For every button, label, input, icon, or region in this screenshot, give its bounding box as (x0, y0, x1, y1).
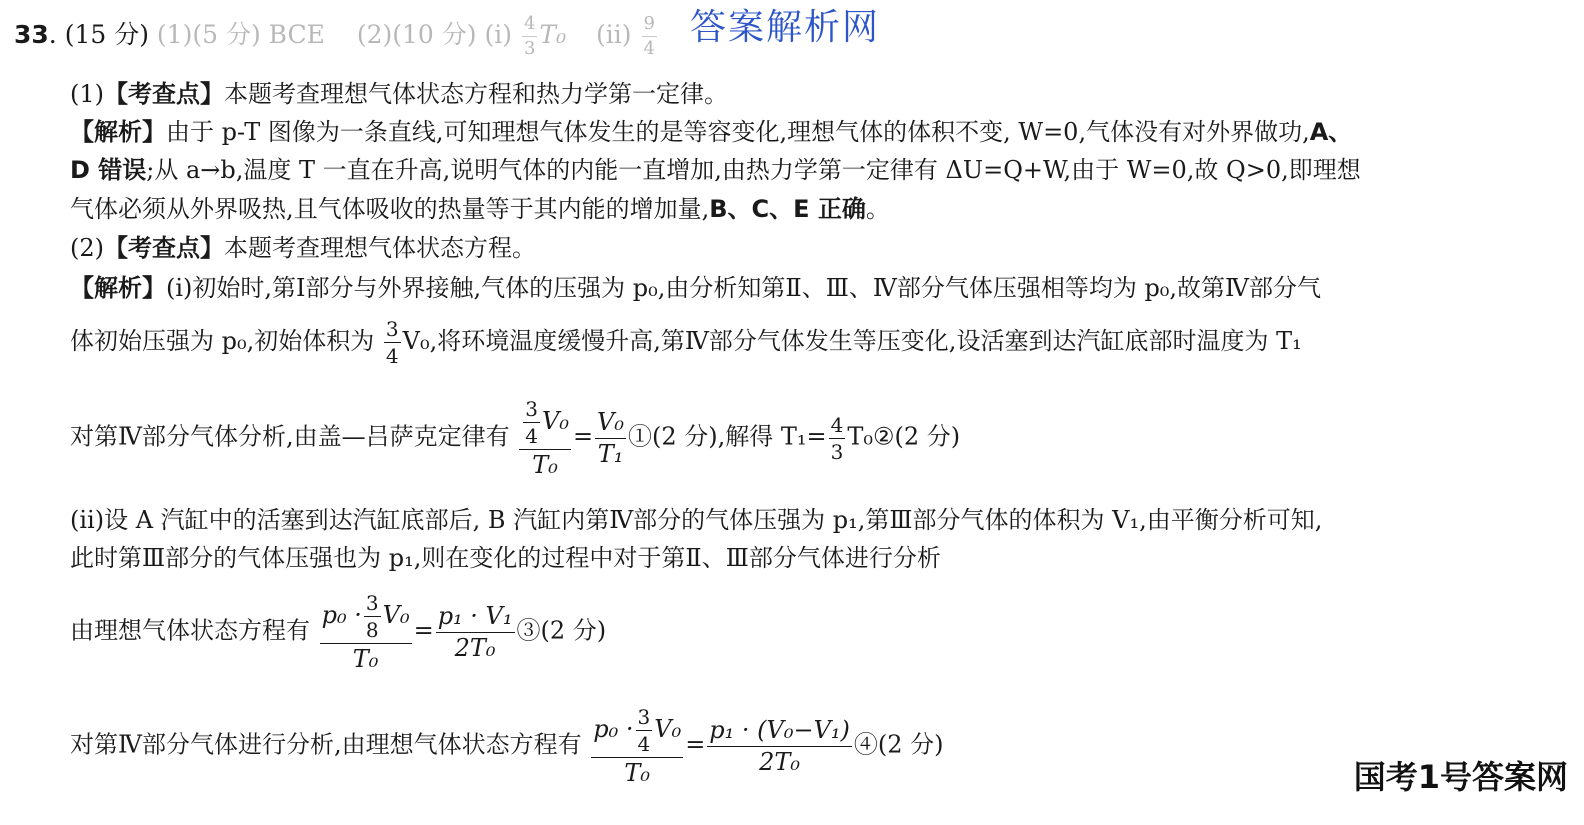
part1-label: (1)(5 分) (156, 19, 261, 49)
part1-jiexi-line1: 【解析】由于 p-T 图像为一条直线,可知理想气体发生的是等容变化,理想气体的体积不变, W=0,气体没有对外界做功,A、 (70, 118, 1353, 146)
top-watermark: 答案解析网 (690, 7, 881, 48)
header-t0: T₀ (539, 19, 567, 49)
eq3-right-fraction: $\frac{\text{p₁ · V₁}}{\text{2T₀}}$ (437, 602, 513, 662)
part2-i-line1: 【解析】(ⅰ)初始时,第Ⅰ部分与外界接触,气体的压强为 p₀,由分析知第Ⅱ、Ⅲ、Ⅳ部分气体压强相等均为 p₀,故第Ⅳ部分气 (70, 274, 1322, 302)
part1-answer: BCE (268, 19, 325, 49)
part2-label: (2)(10 分) (356, 19, 477, 49)
part2-ii-label: (ⅱ) (596, 19, 632, 49)
part1-kaochadian: (1)【考查点】本题考查理想气体状态方程和热力学第一定律。 (70, 80, 728, 108)
equation-1-line: 对第Ⅳ部分气体分析,由盖—吕萨克定律有 $\frac{3}{4}$ V₀ T₀ = $\frac{\text{V₀}}{\text{T₁}}$ ①(2 分),解得 T₁= $\frac{4}{3}$ T₀②(2 分) (70, 397, 961, 479)
total-score: (15 分) (64, 19, 149, 49)
answer-header: 33. (15 分) (1)(5 分) BCE (2)(10 分) (ⅰ) $\frac{4}{3}$ T₀ (ⅱ) $\frac{9}{4}$ (14, 13, 655, 59)
bottom-watermark: 国考1号答案网 (1353, 758, 1568, 796)
header-fraction-4-3: $\frac{4}{3}$ (523, 13, 536, 59)
equation-3-line: 由理想气体状态方程有 p₀ · $\frac{3}{8}$ V₀ T₀ = $\frac{\text{p₁ · V₁}}{\text{2T₀}}$ ③(2 分) (70, 591, 607, 673)
part2-ii-line2: 此时第Ⅲ部分的气体压强也为 p₁,则在变化的过程中对于第Ⅱ、Ⅲ部分气体进行分析 (70, 544, 941, 572)
part2-kaochadian: (2)【考查点】本题考查理想气体状态方程。 (70, 234, 536, 262)
eq4-right-fraction: $\frac{\text{p₁ · (V₀−V₁)}}{\text{2T₀}}$ (709, 716, 850, 776)
part1-jiexi-line2: D 错误;从 a→b,温度 T 一直在升高,说明气体的内能一直增加,由热力学第一定律有 ΔU=Q+W,由于 W=0,故 Q>0,即理想 (70, 156, 1361, 184)
eq3-left-fraction: p₀ · $\frac{3}{8}$ V₀ T₀ (321, 591, 410, 673)
eq1-result-fraction: $\frac{4}{3}$ (830, 412, 844, 464)
part2-i-label: (ⅰ) (484, 19, 512, 49)
eq1-left-fraction: $\frac{3}{4}$ V₀ T₀ (519, 398, 571, 478)
question-number: 33 (14, 19, 49, 49)
eq4-left-fraction: p₀ · $\frac{3}{4}$ V₀ T₀ (593, 705, 682, 787)
header-fraction-9-4: $\frac{9}{4}$ (643, 13, 655, 59)
fraction-3-4: $\frac{3}{4}$ (385, 317, 399, 368)
part2-i-line2: 体初始压强为 p₀,初始体积为 $\frac{3}{4}$ V₀,将环境温度缓慢升高,第Ⅳ部分气体发生等压变化,设活塞到达汽缸底部时温度为 T₁ (70, 317, 1302, 368)
part1-jiexi-line3: 气体必须从外界吸热,且气体吸收的热量等于其内能的增加量,B、C、E 正确。 (70, 195, 890, 223)
equation-4-line: 对第Ⅳ部分气体进行分析,由理想气体状态方程有 p₀ · $\frac{3}{4}$ V₀ T₀ = $\frac{\text{p₁ · (V₀−V₁)}}{\text{2T₀}}$ ④(2 分) (70, 705, 944, 787)
part2-ii-line1: (ⅱ)设 A 汽缸中的活塞到达汽缸底部后, B 汽缸内第Ⅳ部分的气体压强为 p₁,第Ⅲ部分气体的体积为 V₁,由平衡分析可知, (70, 506, 1323, 534)
eq1-right-fraction: $\frac{\text{V₀}}{\text{T₁}}$ (597, 408, 624, 468)
